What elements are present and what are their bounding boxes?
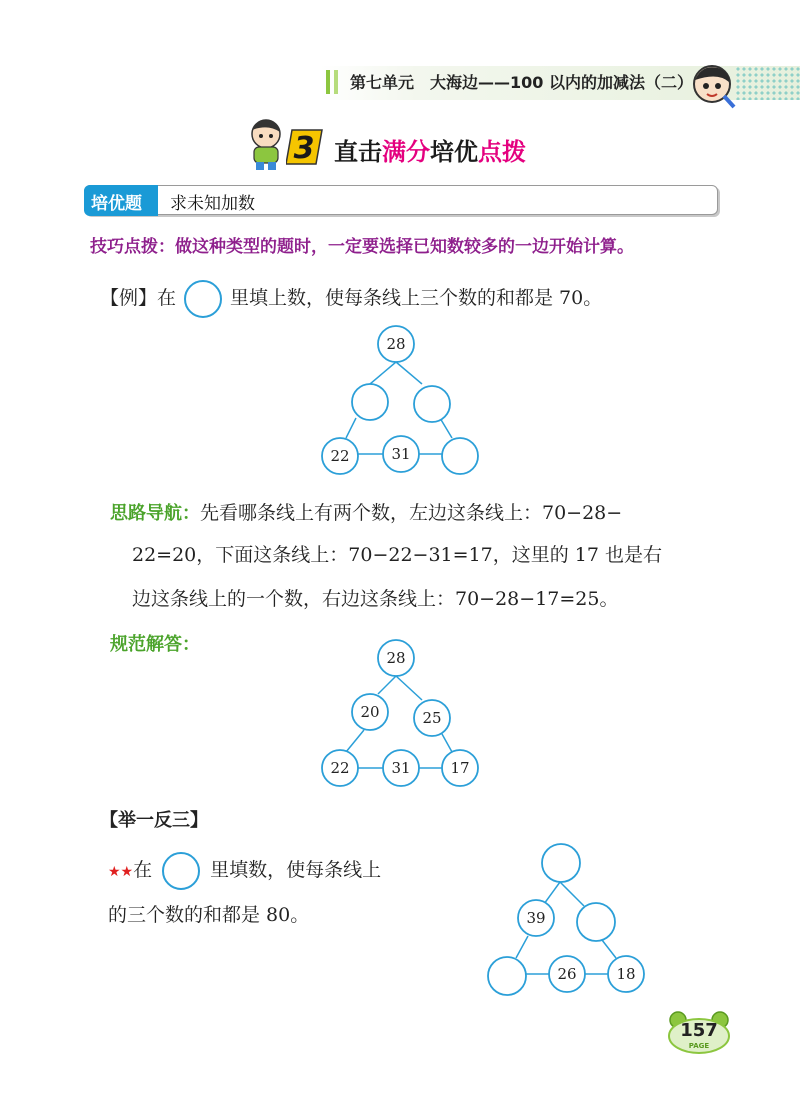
answer-triangle-diagram	[310, 636, 490, 794]
svg-text:PAGE: PAGE	[688, 1042, 710, 1050]
svg-text:3: 3	[293, 131, 315, 166]
topic-tag-label: 培优题	[91, 194, 142, 214]
thinking-line-2: 22=20，下面这条线上：70−22−31=17，这里的 17 也是右	[132, 544, 662, 566]
node-bottom-mid: 26	[557, 965, 577, 983]
node-bottom-mid: 31	[391, 759, 411, 777]
node-bottom-left: 22	[330, 447, 350, 465]
svg-text:157: 157	[680, 1020, 718, 1041]
example-statement: 【例】在 里填上数，使每条线上三个数的和都是 70。	[100, 280, 602, 318]
thinking-line-3: 边这条线上的一个数，右边这条线上：70−28−17=25。	[132, 588, 619, 610]
practice-heading: 【举一反三】	[100, 810, 208, 831]
node-bottom-right: 17	[450, 759, 470, 777]
page-number-badge	[666, 1010, 732, 1054]
thinking-line-1: 思路导航：先看哪条线上有两个数，左边这条线上：70−28−	[110, 502, 623, 524]
node-bottom-mid: 31	[391, 445, 411, 463]
node-bottom-left: 22	[330, 759, 350, 777]
practice-statement: ★★在 里填数，使每条线上	[108, 852, 381, 890]
topic-name: 求未知加数	[170, 194, 255, 214]
mascot-magnifier-icon	[688, 62, 738, 112]
difficulty-stars: ★★	[108, 864, 134, 880]
node-top: 28	[386, 335, 406, 353]
section-number-badge	[286, 126, 324, 166]
node-left: 39	[526, 909, 546, 927]
skill-tip: 技巧点拨：做这种类型的题时，一定要选择已知数较多的一边开始计算。	[90, 237, 634, 257]
practice-line-2: 的三个数的和都是 80。	[108, 904, 310, 926]
blank-circle-icon	[184, 280, 222, 318]
node-left: 20	[360, 703, 380, 721]
header-bars	[326, 70, 342, 98]
unit-title: 第七单元 大海边——100 以内的加减法（二）	[350, 73, 693, 92]
node-bottom-right: 18	[616, 965, 636, 983]
section-title: 直击满分培优点拨	[334, 138, 526, 166]
practice-triangle-diagram	[484, 840, 654, 1000]
node-top: 28	[386, 649, 406, 667]
boy-mascot-icon	[236, 116, 292, 172]
answer-label: 规范解答：	[110, 634, 200, 655]
blank-circle-icon	[162, 852, 200, 890]
node-right: 25	[422, 709, 442, 727]
example-triangle-diagram	[310, 322, 490, 480]
header-dot-pattern	[735, 66, 800, 100]
